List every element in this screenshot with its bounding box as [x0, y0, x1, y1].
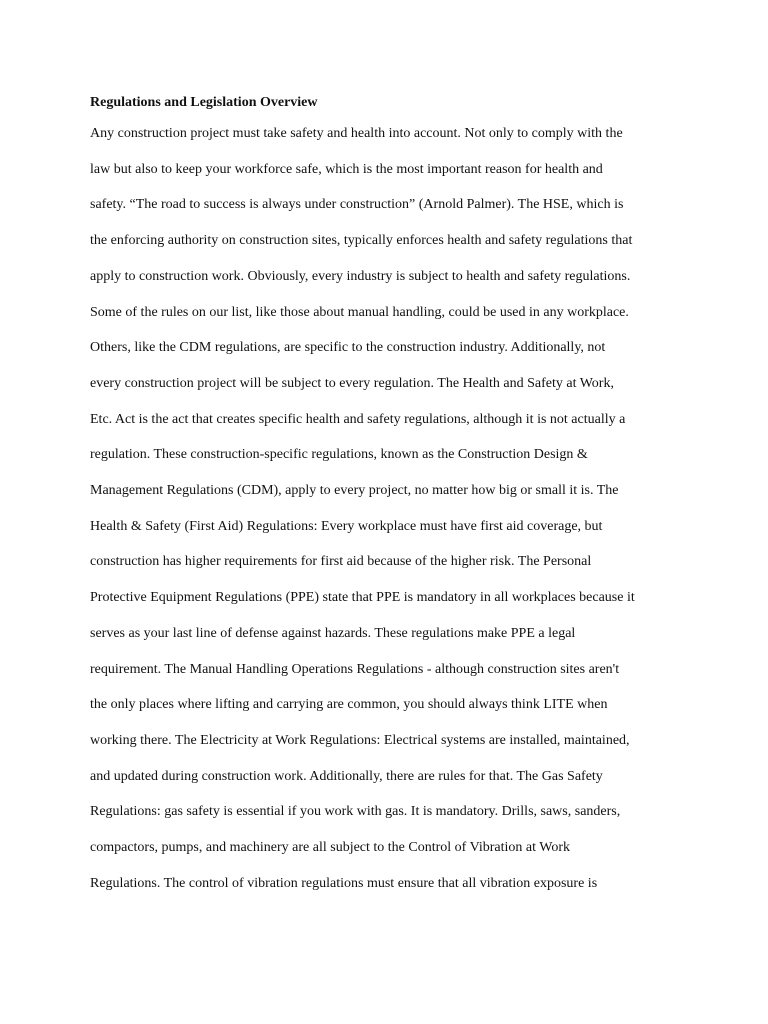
document-paragraph: [90, 116, 682, 901]
paragraph-line: Management Regulations (CDM), apply to every project, no matter how big or small it is. The: [90, 483, 619, 499]
paragraph-line: law but also to keep your workforce safe, which is the most important reason for health and: [90, 161, 603, 177]
paragraph-line: the only places where lifting and carrying are common, you should always think LITE when: [90, 697, 608, 713]
paragraph-line: working there. The Electricity at Work Regulations: Electrical systems are installed, maintained,: [90, 732, 630, 748]
paragraph-line: serves as your last line of defense against hazards. These regulations make PPE a legal: [90, 625, 576, 641]
paragraph-line: Regulations: gas safety is essential if you work with gas. It is mandatory. Drills, saws, sanders,: [90, 804, 621, 820]
paragraph-line: Etc. Act is the act that creates specific health and safety regulations, although it is not actually a: [90, 411, 626, 427]
document-heading: Regulations and Legislation Overview: [90, 95, 318, 110]
paragraph-line: Health & Safety (First Aid) Regulations: Every workplace must have first aid coverage, but: [90, 518, 603, 534]
paragraph-line: every construction project will be subject to every regulation. The Health and Safety at Work,: [90, 375, 614, 391]
paragraph-line: Any construction project must take safety and health into account. Not only to comply with the: [90, 126, 623, 141]
paragraph-line: requirement. The Manual Handling Operations Regulations - although construction sites aren't: [90, 661, 620, 677]
paragraph-line: Others, like the CDM regulations, are specific to the construction industry. Additionally, not: [90, 340, 606, 356]
paragraph-line: safety. “The road to success is always under construction” (Arnold Palmer). The HSE, which is: [90, 197, 624, 213]
paragraph-line: regulation. These construction-specific regulations, known as the Construction Design &: [90, 447, 588, 463]
paragraph-line: and updated during construction work. Additionally, there are rules for that. The Gas Safety: [90, 768, 603, 784]
paragraph-line: the enforcing authority on construction sites, typically enforces health and safety regulations that: [90, 233, 633, 249]
paragraph-line: Protective Equipment Regulations (PPE) state that PPE is mandatory in all workplaces because it: [90, 590, 635, 606]
paragraph-line: Regulations. The control of vibration regulations must ensure that all vibration exposure is: [90, 875, 598, 891]
paragraph-line: compactors, pumps, and machinery are all subject to the Control of Vibration at Work: [90, 840, 571, 856]
document-body: [90, 90, 682, 901]
paragraph-line: construction has higher requirements for first aid because of the higher risk. The Personal: [90, 554, 592, 570]
paragraph-line: apply to construction work. Obviously, every industry is subject to health and safety regulations.: [90, 268, 631, 284]
paragraph-line: Some of the rules on our list, like those about manual handling, could be used in any workplace.: [90, 304, 629, 320]
